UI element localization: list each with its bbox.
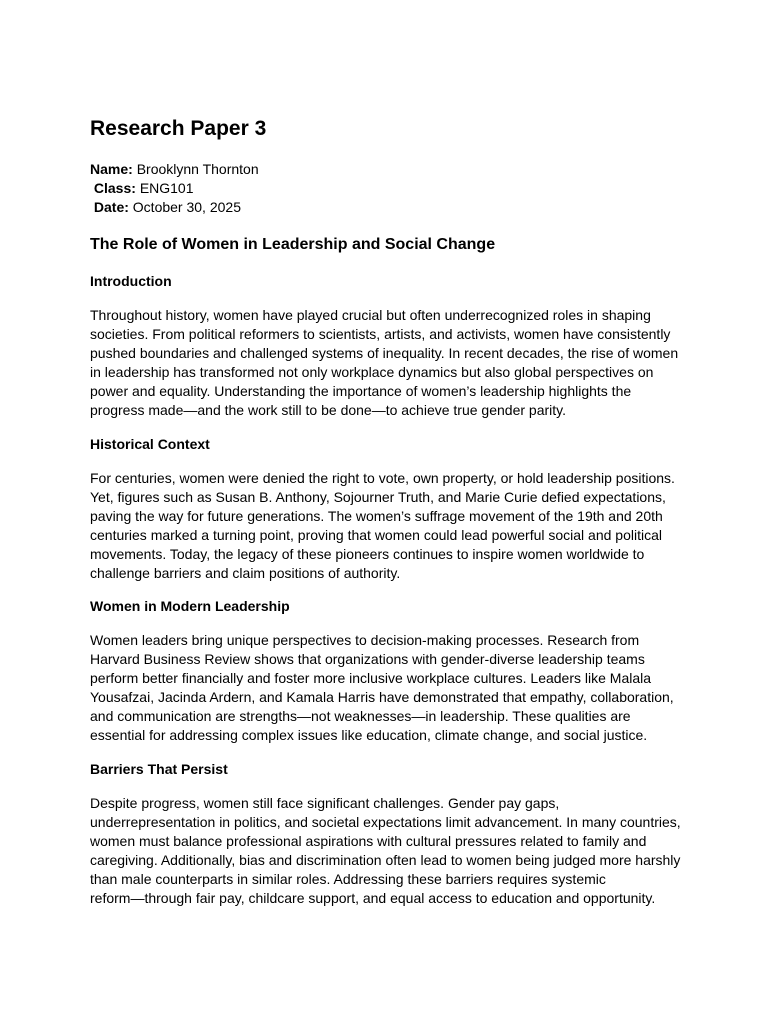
document-title: Research Paper 3: [90, 117, 267, 140]
paragraph-line: For centuries, women were denied the right to vote, own property, or hold leadership positions.: [90, 470, 675, 486]
paragraph-line: pushed boundaries and challenged systems of inequality. In recent decades, the rise of women: [90, 345, 679, 361]
section-heading-modern-leadership: Women in Modern Leadership: [90, 598, 290, 614]
paragraph-line: caregiving. Additionally, bias and discrimination often lead to women being judged more harshly: [90, 852, 681, 868]
paper-title: The Role of Women in Leadership and Social Change: [90, 236, 496, 253]
meta-name-value: Brooklynn Thornton: [136, 161, 259, 177]
meta-date-value: October 30, 2025: [132, 199, 241, 215]
meta-date-label: Date:: [93, 199, 129, 215]
document-page: [90, 116, 690, 906]
meta-date-line: [90, 198, 690, 217]
paragraph-line: challenge barriers and claim positions of authority.: [90, 565, 401, 581]
paragraph-line: paving the way for future generations. The women’s suffrage movement of the 19th and 20th: [90, 508, 663, 524]
document-meta: [90, 160, 690, 217]
section-heading-barriers: Barriers That Persist: [90, 761, 228, 777]
section-paragraph-historical-context: [90, 469, 690, 583]
section-heading-introduction: Introduction: [90, 273, 172, 289]
meta-class-value: ENG101: [139, 180, 194, 196]
paragraph-line: societies. From political reformers to scientists, artists, and activists, women have consistently: [90, 326, 671, 342]
section-heading-historical-context: Historical Context: [90, 436, 210, 452]
paragraph-line: and communication are strengths—not weaknesses—in leadership. These qualities are: [90, 708, 631, 724]
paragraph-line: than male counterparts in similar roles. Addressing these barriers requires systemic: [90, 871, 606, 887]
paragraph-line: Harvard Business Review shows that organizations with gender-diverse leadership teams: [90, 651, 645, 667]
meta-name-line: [90, 160, 690, 179]
section-paragraph-barriers: [90, 794, 690, 908]
paragraph-line: Despite progress, women still face significant challenges. Gender pay gaps,: [90, 795, 560, 811]
paragraph-line: movements. Today, the legacy of these pioneers continues to inspire women worldwide to: [90, 546, 645, 562]
paragraph-line: Yousafzai, Jacinda Ardern, and Kamala Harris have demonstrated that empathy, collaboration,: [90, 689, 674, 705]
paragraph-line: centuries marked a turning point, proving that women could lead powerful social and political: [90, 527, 662, 543]
paragraph-line: essential for addressing complex issues like education, climate change, and social justice.: [90, 727, 648, 743]
section-paragraph-modern-leadership: [90, 631, 690, 745]
paragraph-line: progress made—and the work still to be done—to achieve true gender parity.: [90, 402, 566, 418]
paragraph-line: women must balance professional aspirations with cultural pressures related to family and: [90, 833, 647, 849]
paragraph-line: power and equality. Understanding the importance of women’s leadership highlights the: [90, 383, 632, 399]
meta-class-line: [90, 179, 690, 198]
meta-class-label: Class:: [93, 180, 136, 196]
paragraph-line: Yet, figures such as Susan B. Anthony, Sojourner Truth, and Marie Curie defied expectations,: [90, 489, 666, 505]
meta-name-label: Name:: [90, 161, 133, 177]
paragraph-line: Throughout history, women have played crucial but often underrecognized roles in shaping: [90, 307, 651, 323]
paragraph-line: in leadership has transformed not only workplace dynamics but also global perspectives on: [90, 364, 654, 380]
paragraph-line: Women leaders bring unique perspectives to decision-making processes. Research from: [90, 632, 640, 648]
paragraph-line: reform—through fair pay, childcare support, and equal access to education and opportunity.: [90, 890, 656, 906]
paragraph-line: perform better financially and foster more inclusive workplace cultures. Leaders like Malala: [90, 670, 652, 686]
section-paragraph-introduction: [90, 306, 690, 420]
paragraph-line: underrepresentation in politics, and societal expectations limit advancement. In many countries,: [90, 814, 681, 830]
